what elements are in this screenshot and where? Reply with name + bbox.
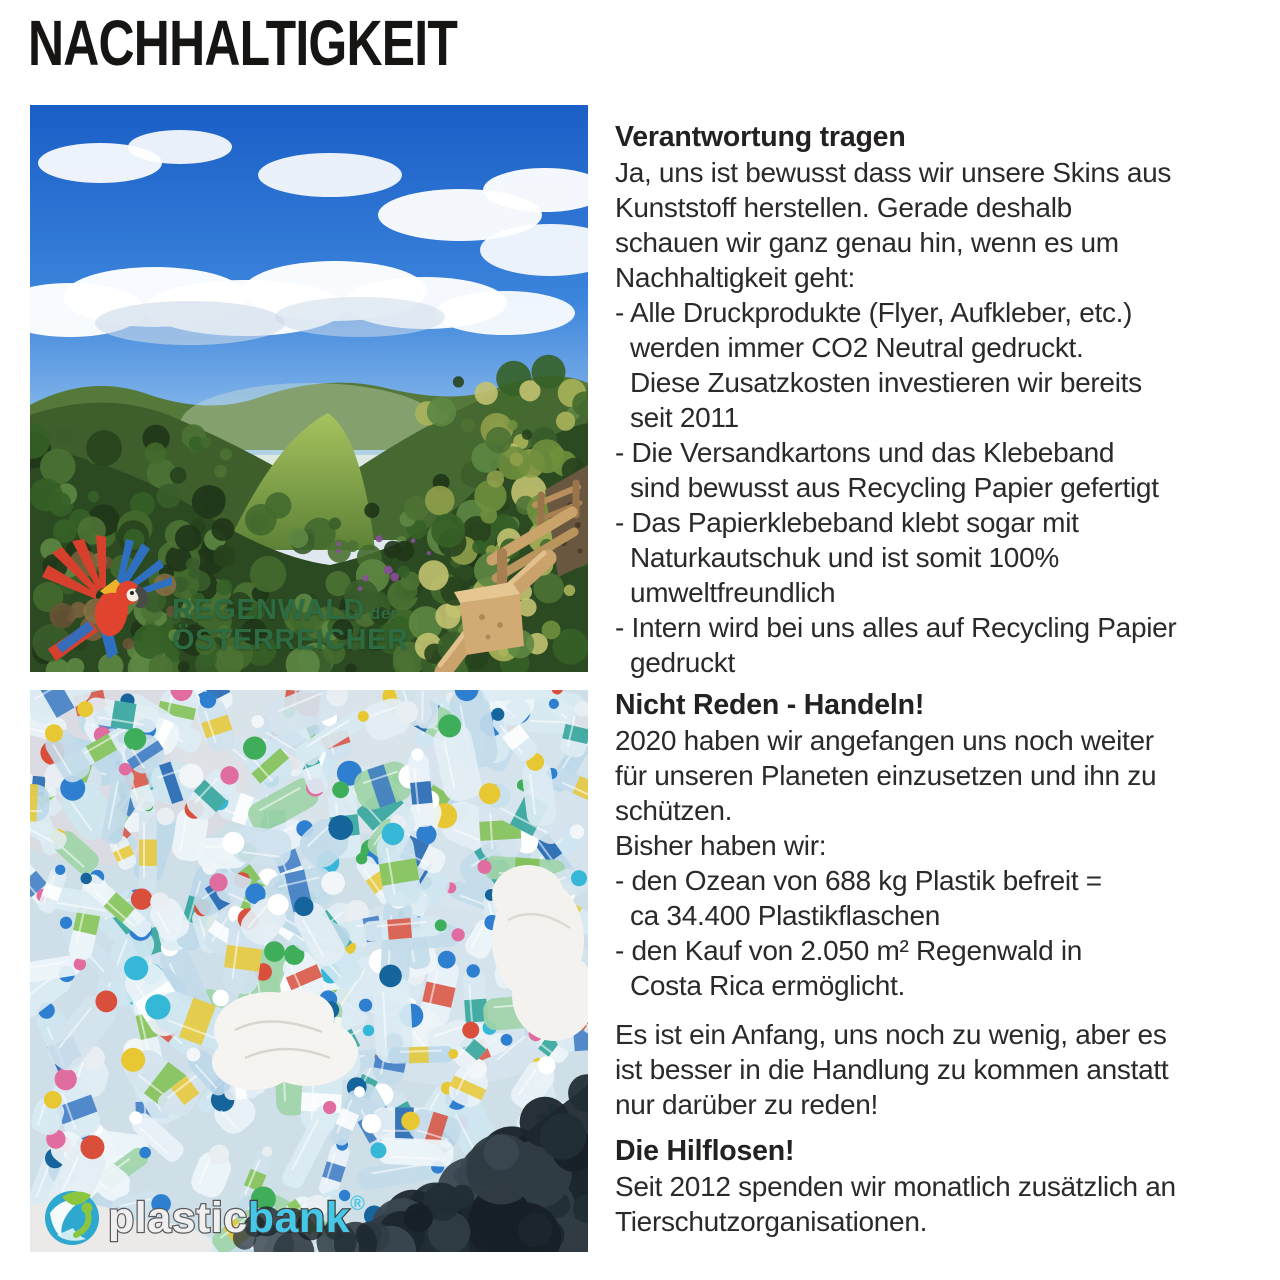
macaw-parrot-icon (38, 533, 188, 668)
plasticbank-wordmark (106, 1184, 446, 1250)
text-line: Costa Rica ermöglicht. (615, 970, 906, 1001)
section-nicht-reden (615, 688, 1280, 1003)
regenwald-logo-suffix: der (369, 603, 398, 623)
text-column (615, 120, 1280, 1239)
text-line: nur darüber zu reden! (615, 1089, 878, 1120)
svg-text:plasticbank® (108, 1193, 365, 1242)
text-line: Tierschutzorganisationen. (615, 1206, 928, 1237)
regenwald-logo-text (172, 595, 408, 656)
regenwald-logo (38, 533, 408, 668)
bullet-line: - Alle Druckprodukte (Flyer, Aufkleber, etc.) (615, 297, 1133, 328)
text-line: seit 2011 (615, 402, 739, 433)
section-anfang (615, 1017, 1280, 1122)
bullet-line: - Intern wird bei uns alles auf Recycling Papier (615, 612, 1177, 643)
regenwald-logo-title: REGENWALD (172, 593, 365, 626)
regenwald-logo-subtitle: ÖSTERREICHER (172, 624, 409, 657)
section-heading: Nicht Reden - Handeln! (615, 689, 925, 721)
plastic-pile-illustration (30, 690, 588, 1252)
text-line: gedruckt (615, 647, 735, 678)
plasticbank-icon (42, 1185, 106, 1249)
section-heading: Die Hilflosen! (615, 1135, 795, 1167)
text-line: umweltfreundlich (615, 577, 836, 608)
text-line: Nachhaltigkeit geht: (615, 262, 855, 293)
text-line: schauen wir ganz genau hin, wenn es um (615, 227, 1119, 258)
bullet-line: - Die Versandkartons und das Klebeband (615, 437, 1115, 468)
text-line: Naturkautschuk und ist somit 100% (615, 542, 1059, 573)
text-line: Ja, uns ist bewusst dass wir unsere Skins aus (615, 157, 1172, 188)
text-line: 2020 haben wir angefangen uns noch weiter (615, 725, 1154, 756)
text-line: Bisher haben wir: (615, 830, 827, 861)
bullet-line: - den Ozean von 688 kg Plastik befreit = (615, 865, 1102, 896)
bullet-line: - den Kauf von 2.050 m² Regenwald in (615, 935, 1083, 966)
text-line: Kunststoff herstellen. Gerade deshalb (615, 192, 1072, 223)
section-heading: Verantwortung tragen (615, 121, 906, 153)
text-line: schützen. (615, 795, 733, 826)
section-hilflosen (615, 1134, 1280, 1239)
section-verantwortung (615, 120, 1280, 680)
text-line: Diese Zusatzkosten investieren wir bereits (615, 367, 1142, 398)
text-line: ist besser in die Handlung zu kommen anstatt (615, 1054, 1169, 1085)
plasticbank-word-plastic: plastic (108, 1194, 248, 1242)
page-title: NACHHALTIGKEIT (28, 7, 458, 79)
text-line: sind bewusst aus Recycling Papier gefertigt (615, 472, 1159, 503)
text-line: ca 34.400 Plastikflaschen (615, 900, 940, 931)
registered-trademark-symbol: ® (350, 1193, 366, 1215)
plastic-bottles-photo (30, 690, 588, 1252)
bullet-line: - Das Papierklebeband klebt sogar mit (615, 507, 1079, 538)
text-line: Seit 2012 spenden wir monatlich zusätzlich an (615, 1171, 1176, 1202)
text-line: werden immer CO2 Neutral gedruckt. (615, 332, 1084, 363)
text-line: Es ist ein Anfang, uns noch zu wenig, aber es (615, 1019, 1167, 1050)
text-line: für unseren Planeten einzusetzen und ihn zu (615, 760, 1157, 791)
plasticbank-logo (42, 1184, 446, 1250)
plasticbank-word-bank: bank (247, 1194, 351, 1242)
rainforest-photo (30, 105, 588, 672)
